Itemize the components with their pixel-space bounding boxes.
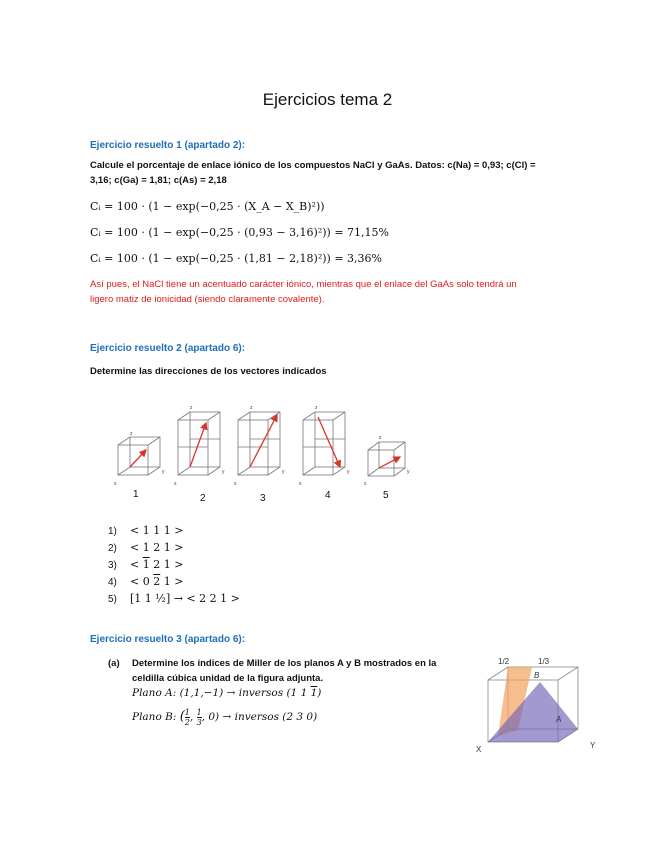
vector-1 xyxy=(130,450,146,467)
figure-label-1: 1 xyxy=(133,489,139,500)
fig-axis-x: X xyxy=(476,745,482,754)
page-title: Ejercicios tema 2 xyxy=(262,90,393,109)
svg-text:z: z xyxy=(379,435,382,441)
answer-4: 4) < 0 2 1 > xyxy=(108,575,184,588)
fig-label-plane-b: B xyxy=(534,671,540,680)
vector-3 xyxy=(250,415,277,467)
ex1-heading: Ejercicio resuelto 1 (apartado 2): xyxy=(90,140,246,151)
svg-text:z: z xyxy=(250,405,253,411)
vector-4 xyxy=(318,417,340,467)
svg-text:z: z xyxy=(130,431,133,437)
ex3-statement-line1: Determine los índices de Miller de los planos A y B mostrados en la xyxy=(132,658,437,669)
ex3-heading: Ejercicio resuelto 3 (apartado 6): xyxy=(90,634,246,645)
svg-text:z: z xyxy=(190,405,193,411)
svg-text:x: x xyxy=(364,481,367,487)
miller-planes-figure xyxy=(470,652,600,757)
ex3-part: (a) xyxy=(108,658,120,669)
cube-1 xyxy=(118,437,160,475)
svg-text:y: y xyxy=(407,469,410,475)
figure-label-2: 2 xyxy=(200,493,206,504)
vector-5 xyxy=(379,457,400,468)
answer-2: 2) < 1 2 1 > xyxy=(108,541,184,554)
cube-5 xyxy=(368,442,405,476)
figure-label-3: 3 xyxy=(260,493,266,504)
figure-label-5: 5 xyxy=(383,490,389,501)
answer-5: 5) [1 1 ½] → < 2 2 1 > xyxy=(108,592,240,605)
svg-text:y: y xyxy=(222,469,225,475)
fig-axis-y: Y xyxy=(590,741,596,750)
ex1-conclusion-line1: Así pues, el NaCl tiene un acentuado carácter iónico, mientras que el enlace del GaAs solo tendrá un xyxy=(90,279,517,290)
fig-label-plane-a: A xyxy=(556,715,562,724)
fig-label-half: 1/2 xyxy=(498,657,510,666)
ex1-statement-line2: 3,16; c(Ga) = 1,81; c(As) = 2,18 xyxy=(90,175,227,186)
answer-1: 1) < 1 1 1 > xyxy=(108,524,184,537)
ex3-plane-a: Plano A: (1,1,−1) → inversos (1 1 1) xyxy=(132,687,322,699)
svg-text:x: x xyxy=(174,481,177,487)
ex1-statement-line1: Calcule el porcentaje de enlace iónico de los compuestos NaCl y GaAs. Datos: c(Na) = 0,93; c(Cl) = xyxy=(90,160,536,171)
svg-text:x: x xyxy=(114,481,117,487)
svg-text:x: x xyxy=(234,481,237,487)
vector-2 xyxy=(190,423,206,467)
figure-label-4: 4 xyxy=(325,490,331,501)
svg-text:y: y xyxy=(347,469,350,475)
ex1-formula: Cᵢ = 100 · (1 − exp(−0,25 · (X_A − X_B)²)) xyxy=(90,200,325,213)
answer-3: 3) < 1 2 1 > xyxy=(108,558,184,571)
ex2-statement: Determine las direcciones de los vectores indicados xyxy=(90,366,327,377)
svg-text:z: z xyxy=(315,405,318,411)
svg-text:y: y xyxy=(162,469,165,475)
fig-label-third: 1/3 xyxy=(538,657,550,666)
svg-text:x: x xyxy=(299,481,302,487)
direction-vectors-figure xyxy=(100,395,430,510)
ex3-plane-b: Plano B: ( $\frac{1}{2}$ , $\frac{1}{3}$ , 0) → inversos (2 3 0) xyxy=(132,707,318,727)
svg-text:y: y xyxy=(282,469,285,475)
ex1-calc-nacl: Cᵢ = 100 · (1 − exp(−0,25 · (0,93 − 3,16)²)) = 71,15% xyxy=(90,226,389,239)
ex1-calc-gaas: Cᵢ = 100 · (1 − exp(−0,25 · (1,81 − 2,18)²)) = 3,36% xyxy=(90,252,382,265)
ex3-statement-line2: celdilla cúbica unidad de la figura adjunta. xyxy=(132,673,324,684)
ex2-heading: Ejercicio resuelto 2 (apartado 6): xyxy=(90,343,246,354)
ex1-conclusion-line2: ligero matiz de ionicidad (siendo claramente covalente). xyxy=(90,294,325,305)
